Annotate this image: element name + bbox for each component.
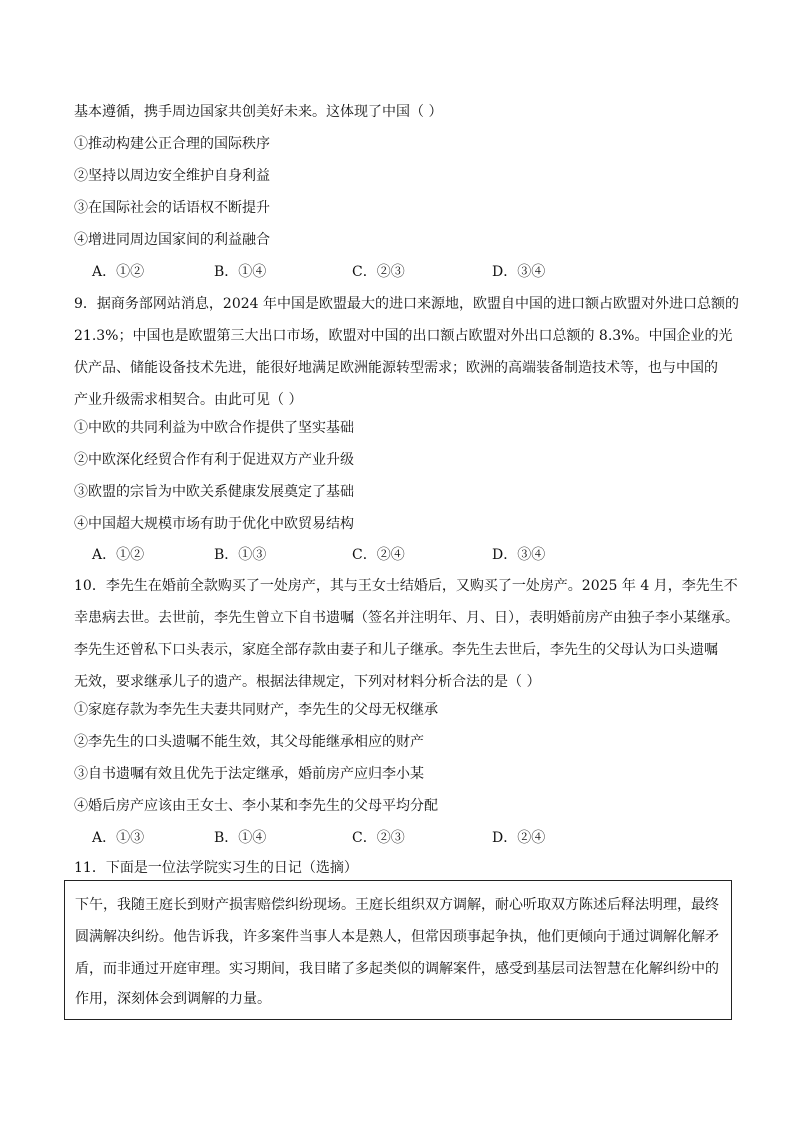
q9-stem-line-4: 产业升级需求相契合。由此可见（ ） bbox=[74, 392, 303, 408]
q9-statement-3: ③欧盟的宗旨为中欧关系健康发展奠定了基础 bbox=[74, 484, 354, 500]
q9-option-b[interactable]: B．①③ bbox=[214, 547, 267, 563]
q10-statement-4: ④婚后房产应该由王女士、李小某和李先生的父母平均分配 bbox=[74, 798, 438, 814]
q9-statement-2: ②中欧深化经贸合作有利于促进双方产业升级 bbox=[74, 452, 354, 468]
q8-statement-4: ④增进同周边国家间的利益融合 bbox=[74, 232, 270, 248]
q10-option-c[interactable]: C．②③ bbox=[352, 830, 405, 846]
q10-statement-1: ①家庭存款为李先生夫妻共同财产，李先生的父母无权继承 bbox=[74, 702, 438, 718]
diary-line-2: 圆满解决纠纷。他告诉我，许多案件当事人本是熟人，但常因琐事起争执，他们更倾向于通过调解化解矛 bbox=[75, 929, 719, 945]
q10-stem-line-4: 无效，要求继承儿子的遗产。根据法律规定，下列对材料分析合法的是（ ） bbox=[74, 674, 541, 690]
q9-stem-line-2: 21.3%；中国也是欧盟第三大出口市场，欧盟对中国的出口额占欧盟对外出口总额的 8.3%。中国企业的光 bbox=[74, 328, 733, 344]
q11-stem: 11．下面是一位法学院实习生的日记（选摘） bbox=[74, 860, 358, 876]
q9-stem-line-1: 9．据商务部网站消息，2024 年中国是欧盟最大的进口来源地，欧盟自中国的进口额占欧盟对外进口总额的 bbox=[74, 296, 739, 312]
q9-statement-1: ①中欧的共同利益为中欧合作提供了坚实基础 bbox=[74, 420, 354, 436]
diary-excerpt-box bbox=[64, 880, 732, 1020]
q9-option-d[interactable]: D．③④ bbox=[492, 547, 546, 563]
diary-line-1: 下午，我随王庭长到财产损害赔偿纠纷现场。王庭长组织双方调解，耐心听取双方陈述后释法明理，最终 bbox=[75, 897, 719, 913]
q10-statement-3: ③自书遗嘱有效且优先于法定继承，婚前房产应归李小某 bbox=[74, 766, 424, 782]
q8-stem-tail: 基本遵循，携手周边国家共创美好未来。这体现了中国（ ） bbox=[74, 104, 443, 120]
q10-stem-line-2: 幸患病去世。去世前，李先生曾立下自书遗嘱（签名并注明年、月、日），表明婚前房产由独子李小某继承。 bbox=[74, 610, 739, 626]
q10-statement-2: ②李先生的口头遗嘱不能生效，其父母能继承相应的财产 bbox=[74, 734, 424, 750]
q10-stem-line-3: 李先生还曾私下口头表示，家庭全部存款由妻子和儿子继承。李先生去世后，李先生的父母认为口头遗嘱 bbox=[74, 642, 718, 658]
q9-stem-line-3: 伏产品、储能设备技术先进，能很好地满足欧洲能源转型需求；欧洲的高端装备制造技术等，也与中国的 bbox=[74, 360, 718, 376]
q8-option-d[interactable]: D．③④ bbox=[492, 264, 546, 280]
diary-line-3: 盾，而非通过开庭审理。实习期间，我目睹了多起类似的调解案件，感受到基层司法智慧在化解纠纷中的 bbox=[75, 961, 719, 977]
q10-stem-line-1: 10．李先生在婚前全款购买了一处房产，其与王女士结婚后，又购买了一处房产。2025 年 4 月，李先生不 bbox=[74, 578, 738, 594]
q8-option-a[interactable]: A．①② bbox=[92, 264, 145, 280]
q9-statement-4: ④中国超大规模市场有助于优化中欧贸易结构 bbox=[74, 516, 354, 532]
q9-option-c[interactable]: C．②④ bbox=[352, 547, 405, 563]
q8-option-b[interactable]: B．①④ bbox=[214, 264, 267, 280]
q9-option-a[interactable]: A．①② bbox=[92, 547, 145, 563]
q10-option-d[interactable]: D．②④ bbox=[492, 830, 546, 846]
diary-line-4: 作用，深刻体会到调解的力量。 bbox=[75, 991, 271, 1007]
q10-option-b[interactable]: B．①④ bbox=[214, 830, 267, 846]
q8-statement-2: ②坚持以周边安全维护自身利益 bbox=[74, 168, 270, 184]
q8-option-c[interactable]: C．②③ bbox=[352, 264, 405, 280]
q8-statement-3: ③在国际社会的话语权不断提升 bbox=[74, 200, 270, 216]
q8-statement-1: ①推动构建公正合理的国际秩序 bbox=[74, 136, 270, 152]
q10-option-a[interactable]: A．①③ bbox=[92, 830, 145, 846]
